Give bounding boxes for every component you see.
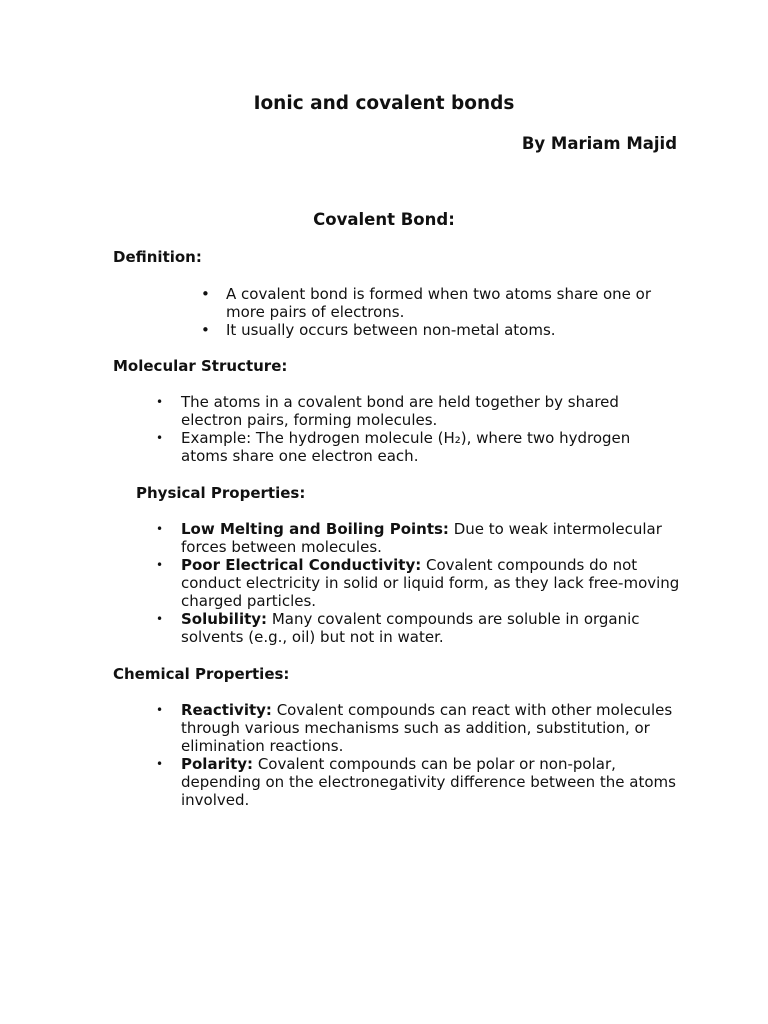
physical-properties-list (156, 520, 681, 646)
bullet-icon: • (201, 285, 210, 303)
author-line: By Mariam Majid (521, 134, 677, 153)
list-item-term: Low Melting and Boiling Points: (181, 520, 449, 538)
chemical-properties-list (156, 701, 681, 809)
chemical-properties-heading: Chemical Properties: (113, 665, 290, 683)
bullet-icon: • (156, 522, 164, 536)
bullet-icon: • (156, 558, 164, 572)
molecular-structure-list (156, 393, 661, 465)
list-item (156, 701, 681, 755)
list-item-text: Covalent compounds can react with other molecules through various mechanisms such as addition, substitution, or elimination reactions. (181, 701, 673, 755)
list-item (201, 321, 676, 339)
bullet-icon: • (156, 431, 164, 445)
bullet-icon: • (156, 395, 164, 409)
list-item-text: Example: The hydrogen molecule (H₂), where two hydrogen atoms share one electron each. (181, 429, 631, 465)
definition-list (201, 285, 676, 339)
list-item-term: Reactivity: (181, 701, 272, 719)
list-item-text: A covalent bond is formed when two atoms share one or more pairs of electrons. (226, 285, 652, 321)
list-item (156, 393, 661, 429)
section-title: Covalent Bond: (313, 210, 455, 229)
list-item-text: The atoms in a covalent bond are held together by shared electron pairs, forming molecules. (181, 393, 619, 429)
document-title: Ionic and covalent bonds (253, 93, 515, 114)
bullet-icon: • (156, 703, 164, 717)
list-item-term: Polarity: (181, 755, 254, 773)
list-item (156, 556, 681, 610)
definition-heading: Definition: (113, 248, 202, 266)
list-item-text: Due to weak intermolecular forces between molecules. (181, 520, 662, 556)
bullet-icon: • (156, 757, 164, 771)
list-item (156, 755, 681, 809)
molecular-structure-heading: Molecular Structure: (113, 357, 288, 375)
list-item-term: Poor Electrical Conductivity: (181, 556, 422, 574)
list-item-term: Solubility: (181, 610, 268, 628)
physical-properties-heading: Physical Properties: (136, 484, 306, 502)
bullet-icon: • (156, 612, 164, 626)
list-item (156, 610, 681, 646)
list-item (156, 429, 661, 465)
list-item (201, 285, 676, 321)
list-item-text: Covalent compounds do not conduct electricity in solid or liquid form, as they lack free-moving charged particles. (181, 556, 680, 610)
bullet-icon: • (201, 321, 210, 339)
list-item-text: Many covalent compounds are soluble in organic solvents (e.g., oil) but not in water. (181, 610, 640, 646)
list-item-text: It usually occurs between non-metal atoms. (226, 321, 556, 339)
list-item (156, 520, 681, 556)
list-item-text: Covalent compounds can be polar or non-polar, depending on the electronegativity difference between the atoms involved. (181, 755, 676, 809)
